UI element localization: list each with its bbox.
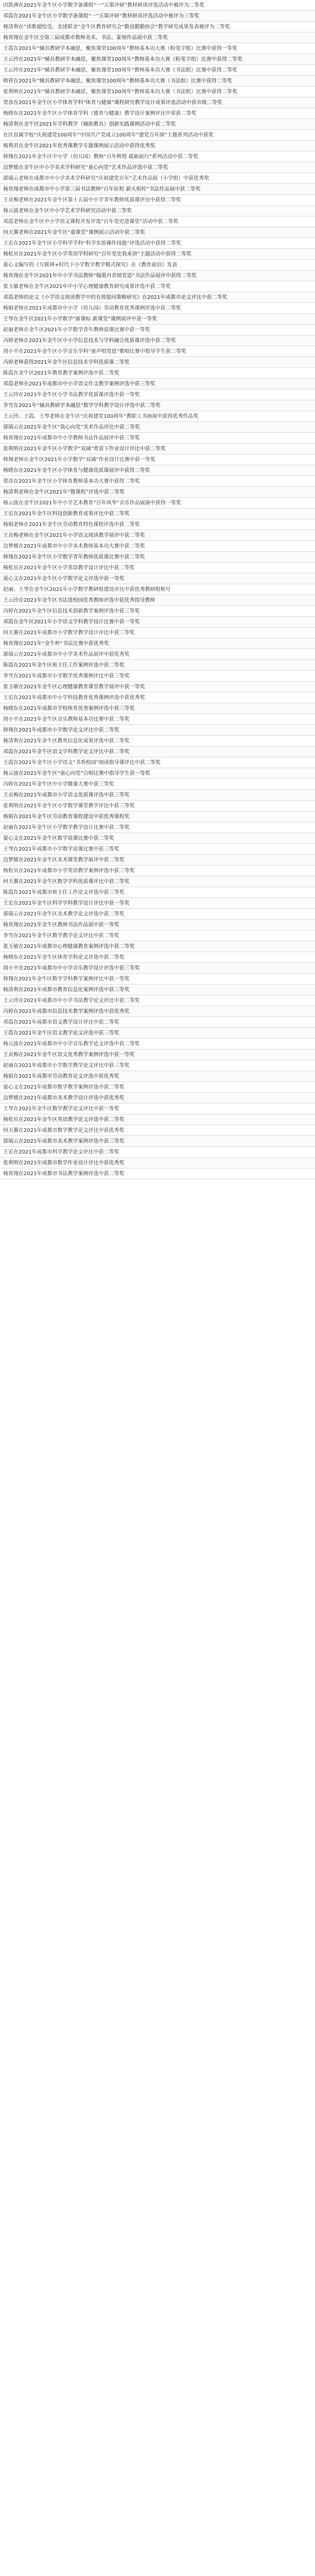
award-entry: 田凯洲在2021年金牛区小学数学备课组“一”五策评研”教材研读评选活动中被评为二等奖: [0, 0, 315, 11]
award-entry: 王云玲、王霞、王琴老师在金牛区“庆祝建党100周年”教职工书画展中获得优秀作品奖: [0, 411, 315, 422]
award-entry: 边梦媛在2021年成都市美术教学设计评选中获优秀奖: [0, 1093, 315, 1104]
award-entry: 杨松贝在2021年金牛区英语教学论文评选中获二等奖: [0, 1114, 315, 1125]
award-entry: 王贞梅老师在金牛区2021年小学语文阅读教学展评中获二等奖: [0, 530, 315, 541]
award-entry: 杨娟在2021年金牛区劳动教育课程建设中获优秀课程奖: [0, 811, 315, 822]
award-entry: 杨贵翔老师在成都市中小学第三届书法教师“百年征程 薪火相传”书法作品展中获二等奖: [0, 184, 315, 195]
award-entry: 杨利君在金牛区2021年优秀课教学专题课例展示活动中获得优秀奖: [0, 141, 315, 151]
award-entry: 张玉敏在2021年成都市心理健康教育案例评选中获二等奖: [0, 941, 315, 952]
award-entry: 杨清利在2021年成都市教育信息化案例评选中获三等奖: [0, 985, 315, 995]
award-entry: 杨松贝在2021年金牛区小学英语学科研究“百年党史我来讲”主题活动中获得二等奖: [0, 249, 315, 260]
award-entry: 郭瑞云在2021年金牛区美术教学论文评选中获二等奖: [0, 909, 315, 920]
award-entry: 王贞梅在2021年金牛区语文优秀教学案例评选中获一等奖: [0, 1049, 315, 1060]
award-entry: 陈霞在金牛区2021年教育教学案例评选中获二等奖: [0, 368, 315, 379]
award-entry: 冯婷在2021年成都市信息技术教学案例评选中获优秀奖: [0, 1006, 315, 1017]
award-entry: 冯婷老师获得2021年金牛区信息技术学科优质课二等奖: [0, 357, 315, 368]
award-entry: 冯婷在2021年金牛区信息技术创新教学案例评选中获三等奖: [0, 606, 315, 617]
award-entry: 张利明在2021年成都市数学作业设计评比中获优秀奖: [0, 1158, 315, 1168]
award-entry: 杨晓东在2021年金牛区小学体育与健康优质课展评中获得二等奖: [0, 465, 315, 476]
award-entry: 杨贵翔在金牛区2021年中小学书法教师“翰墨丹青颂党恩”书法作品展评中获得二等奖: [0, 270, 315, 281]
award-entry: 晏心文在2021年金牛区小学数学论文评选中获一等奖: [0, 573, 315, 584]
award-entry: 赵丽在2021年成都市小学数学教学论文评比中获三等奖: [0, 1060, 315, 1071]
award-entry: 边梦媛在2021年成都市中小学美术教师基本功大赛中获二等奖: [0, 541, 315, 552]
award-entry: 杨贵翔在2021年金牛区教师书法作品展中获一等奖: [0, 920, 315, 930]
award-entry: 杨贵翔在2021年成都市书法教学案例评选中获二等奖: [0, 1168, 315, 1179]
award-entry: 边梦媛在金牛区中小学美术学科研究“童心向党”艺术作品评选中获二等奖: [0, 162, 315, 173]
award-entry: 冯婷老师在2021年金牛区中小学信息技术与学科融合优质课评选中获二等奖: [0, 335, 315, 346]
award-entry: 李雪在2021年“辅具教研学本融思”数学学科教学设计评选中获二等奖: [0, 400, 315, 411]
award-entry: 韩翔在2021年成都市小学数学论文评比中获二等奖: [0, 725, 315, 736]
award-entry: 何天翼在2021年成都市数学教学论文评比中获优秀奖: [0, 1125, 315, 1136]
award-entry: 邓霞在金牛区2021年小学语文学科教学设计比赛中获一等奖: [0, 617, 315, 628]
award-entry: 杨清利在“读歌超绘受，金述联金”金牛区教育研究会“勤恳勤勤协会”教学研究成果发表被评为二等奖: [0, 22, 315, 32]
award-entry: 杨松贝在2021年金牛区小学英语教学设计评比中获二等奖: [0, 563, 315, 573]
awards-list: [0, 0, 315, 1179]
award-entry: 王琴在2021年金牛区数学教学论文评比中获一等奖: [0, 1104, 315, 1114]
award-entry: 韩翔在2021年金牛区小学数学青年教师优质课比赛中获二等奖: [0, 552, 315, 563]
award-entry: 杨贵翔在2021年“金牛杯”书法比赛中获优秀奖: [0, 638, 315, 649]
award-entry: 杨云波在金牛区2021年中小学艺术教育“百年风华”音乐作品展演中获得一等奖: [0, 498, 315, 509]
award-entry: 陈霞在2021年金牛区班主任工作案例评选中获二等奖: [0, 660, 315, 671]
award-entry: 邓霞在2021年成都市语文教学设计评比中获二等奖: [0, 1017, 315, 1028]
award-entry: 何天翼在2021年成都市小学数学教学设计评比中获三等奖: [0, 628, 315, 638]
award-entry: 张玉敏老师在金牛区2021年中小学心理健康教育研究成果评选中获二等奖: [0, 281, 315, 292]
award-entry: 杨云波在2021年金牛区“童心向党”合唱比赛中指导学生获一等奖: [0, 768, 315, 779]
award-entry: 王贞梅在2021年成都市小学语文优质课评选中获三等奖: [0, 790, 315, 801]
award-entry: 杨清利老师在金牛区2021年“微课程”评选中获二等奖: [0, 487, 315, 498]
award-entry: 韩祥在2021年“辅具教研学本融思，聚焦课堂100周年”教师基本功大赛（书法组）比赛中获得二等奖: [0, 76, 315, 87]
award-entry: 杨娟老师在2021年成都市中小学（幼儿园）劳动教育优秀课例评选中获二等奖: [0, 303, 315, 314]
award-entry: 杨云波老师在金牛区中小学艺术学科研究活动中获二等奖: [0, 206, 315, 216]
award-entry: 张利明在2021年金牛区小学数学课堂教学评比中获三等奖: [0, 801, 315, 811]
award-entry: 王琴在2021年成都市小学数学说课比赛中获三等奖: [0, 844, 315, 855]
award-entry: 杨晓东在2021年成都市学校体育优秀案例评选中获三等奖: [0, 703, 315, 714]
award-entry: 冯婷在2021年金牛区中小学微课大赛中获三等奖: [0, 779, 315, 790]
award-entry: 杨贵翔在金牛区全第三届成都市教师美术、书法、篆刻作品展中获二等奖: [0, 32, 315, 43]
award-entry: 王云玲在2021年金牛区书法进校园优秀教师评选中获优秀指导教师: [0, 595, 315, 606]
award-entry: 王宏在2021年金牛区科技创新教育成果评比中获二等奖: [0, 509, 315, 519]
award-entry: 杨松贝在2021年成都市小学英语教学案例评选中获三等奖: [0, 866, 315, 876]
award-entry: 杨云波在2021年成都市中小学音乐教学论文评选中获二等奖: [0, 1039, 315, 1049]
award-entry: 张利明在2021年“辅具教研学本融思，聚焦课堂100周年”教师基本功大赛（书法组）比赛中获得二等奖: [0, 87, 315, 97]
award-entry: 杨晓东在2021年金牛区小学体育学科（德育与健康）教学设计案例评比中荣获二等奖: [0, 108, 315, 119]
award-entry: 边梦媛在2021年金牛区美术课堂教学展评中获二等奖: [0, 855, 315, 866]
award-entry: 韩翔在2021年金牛区中小学（幼儿园）教师“百年辉煌 砥砺前行”系列活动中获二等奖: [0, 151, 315, 162]
award-entry: 王霞在2021年“辅具教研学本融思，聚焦课堂100周年”教师基本功大赛（粉笔字组）比赛中获得一等奖: [0, 43, 315, 54]
award-entry: 晏心文在2021年成都市数学教学案例评选中获二等奖: [0, 1082, 315, 1093]
award-entry: 何天翼老师在2021年金牛区“嘉课堂”课例展示活动中获二等奖: [0, 227, 315, 238]
award-entry: 邓霞老师的论文《小学语文阅读教学中的有效提问策略研究》在2021年成都市论文评比中获二等奖: [0, 292, 315, 303]
award-entry: 周小平在2021年金牛区音乐教师基本功比赛中获二等奖: [0, 714, 315, 725]
award-entry: 李雪在2021年成都市小学数学优秀课例评比中获三等奖: [0, 671, 315, 682]
award-entry: 张玉敏在2021年金牛区心理健康教育课堂教学展评中获一等奖: [0, 682, 315, 692]
award-entry: 王云玲在2021年“辅具教研学本融思，聚焦课堂100周年”教师基本功大赛（书法组）比赛中获得二等奖: [0, 65, 315, 76]
award-entry: 王云玲在2021年“辅具教研学本融思，聚焦课堂100周年”教师基本功大赛（粉笔字组）比赛中获得二等奖: [0, 54, 315, 65]
award-entry: 杨清利在2021年金牛区教育信息化成果评选中获二等奖: [0, 736, 315, 747]
award-entry: 陈霞在2021年成都市班主任工作论文评选中获三等奖: [0, 887, 315, 898]
award-entry: 王霞在2021年金牛区语文教学论文评选中获三等奖: [0, 1028, 315, 1039]
award-entry: 王宏在2021年金牛区小学科学学科“科学实验操作技能”评选活动中获得二等奖: [0, 238, 315, 249]
award-entry: 何天翼在2021年金牛区数学学科优质课评比中获二等奖: [0, 876, 315, 887]
award-entry: 邓霞在2021年金牛区语文学科教学论文评比中获二等奖: [0, 747, 315, 757]
award-entry: 王宏在2021年金牛区科学学科教学设计评比中获一等奖: [0, 898, 315, 909]
award-entry: 杨贵翔在2021年成都市中小学教师书法作品展评中获三等奖: [0, 433, 315, 444]
award-entry: 贺彦在2021年金牛区小学体育教师基本功大赛中获得二等奖: [0, 476, 315, 487]
award-entry: 赵丽在2021年金牛区小学数学教学设计比赛中获二等奖: [0, 822, 315, 833]
award-entry: 在区直属学校“庆祝建党100周年”中国共产党成立100周年“建党百年颂”主题系列活动中获奖: [0, 130, 315, 141]
award-entry: 王宏在2021年成都市科学教学论文评比中获二等奖: [0, 1147, 315, 1158]
award-entry: 邓霞老师在金牛区中小学语文课程开发评选“百年党史进课堂”活动中获二等奖: [0, 216, 315, 227]
award-entry: 邓霞老师在2021年成都市中小学语文作文教学案例评选中获三等奖: [0, 379, 315, 389]
award-entry: 杨娟老师在2021年金牛区劳动教育特色课程评选中获二等奖: [0, 519, 315, 530]
award-entry: 王云玲在2021年金牛区小学书法教学优质课评选中获一等奖: [0, 389, 315, 400]
award-entry: 杨晓东在2021年金牛区体育学科论文评选中获二等奖: [0, 952, 315, 963]
award-entry: 郭瑞云在2021年成都市美术教学案例评选中获三等奖: [0, 1136, 315, 1147]
award-entry: 李雪在2021年金牛区数学教学论文评比中获二等奖: [0, 930, 315, 941]
award-entry: 韩翔在2021年金牛区数学学科教学案例评比中获一等奖: [0, 974, 315, 985]
award-entry: 贺彦在2021年金牛区小学体育学科“体育与健康”课程研究教学设计成果评选活动中获市级二等奖: [0, 97, 315, 108]
award-entry: 郭瑞云老师在成都市中小学美术学科研究“庆祝建党百年”艺术作品展（小学组）中获优秀奖: [0, 173, 315, 184]
award-entry: 王宏在2021年成都市中小学科技教育优秀课例评选中获优秀奖: [0, 692, 315, 703]
award-entry: 周小平在2021年成都市中小学音乐教学设计评选中获三等奖: [0, 963, 315, 974]
award-entry: 杨清利在金牛区2021年学科教学（辅助教具）创新实践课例活动中获二等奖: [0, 119, 315, 130]
award-entry: 郭瑞云在2021年金牛区“我心向党”美术作品评比中获二等奖: [0, 422, 315, 433]
award-entry: 晏心文在2021年金牛区数学说课比赛中获二等奖: [0, 833, 315, 844]
award-entry: 赵丽老师在金牛区2021年小学数学青年教师说课比赛中获一等奖: [0, 325, 315, 335]
award-entry: 王云玲在2021年成都市中小学书法教学论文评比中获二等奖: [0, 995, 315, 1006]
award-entry: 郭瑞云在2021年成都市中小学美术作品展评中获优秀奖: [0, 649, 315, 660]
award-entry: 邓霞在2021年金牛区小学数学备课组“一”五策评研”教材研读评选活动中被评为三等奖: [0, 11, 315, 22]
award-entry: 王贞梅老师在2021年金牛区第十五届中小学青年教师优质课评比中获得二等奖: [0, 195, 315, 206]
award-entry: 周小平在2021年金牛区小学音乐学科“童声唱党恩”歌唱比赛中指导学生获二等奖: [0, 346, 315, 357]
award-entry: 杨娟在2021年成都市劳动教育论文评选中获优秀奖: [0, 1071, 315, 1082]
award-entry: 晏心文编写的《互联网+时代下小学数学教学模式探究》在《教育前沿》发表: [0, 260, 315, 270]
award-entry: 王霞在2021年金牛区小学语文“书香校园”阅读指导课评比中获二等奖: [0, 757, 315, 768]
award-entry: 赵丽、王琴在金牛区2021年小学数学教研组建设评比中获优秀教研组称号: [0, 584, 315, 595]
award-entry: 韩翔老师在金牛区2021年小学数学“双减”作业设计比赛中获一等奖: [0, 454, 315, 465]
award-entry: 张利明在2021年金牛区小学数学“双减”背景下作业设计评比中获二等奖: [0, 444, 315, 454]
award-entry: 王琴在金牛区2021年小学数学“新课标 新课堂”课例展评中获一等奖: [0, 314, 315, 325]
